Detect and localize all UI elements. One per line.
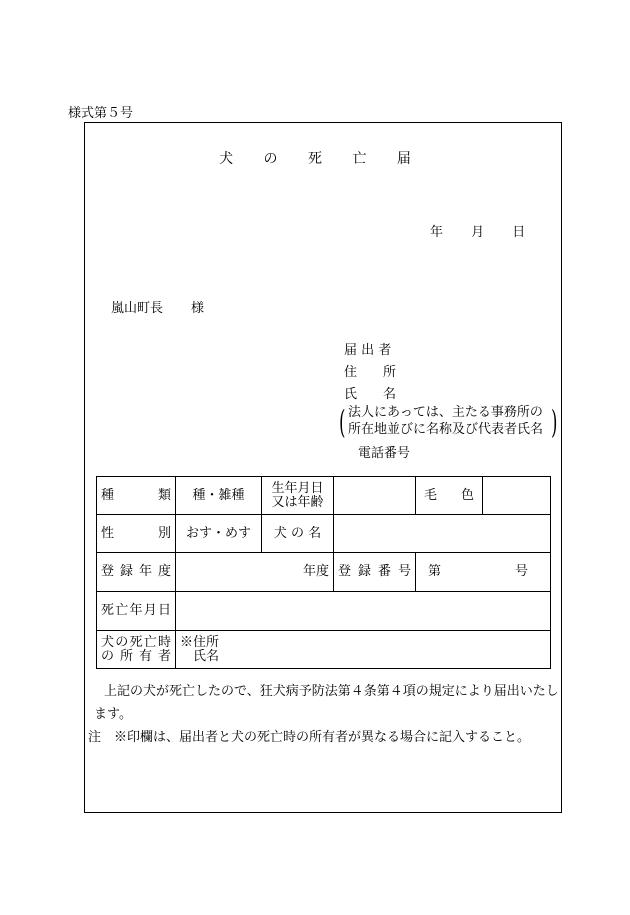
dob-field[interactable] [334, 477, 416, 515]
brace-right-icon: ) [551, 403, 558, 441]
type-label: 種類 [97, 477, 176, 515]
color-label: 毛色 [416, 477, 483, 515]
page-title: 犬 の 死 亡 届 [219, 151, 411, 167]
corporate-note-line-1: 法人にあっては、主たる事務所の [348, 405, 543, 420]
applicant-address-label: 住 所 [344, 365, 397, 380]
reg-year-label: 登録年度 [97, 553, 176, 592]
table-row [97, 515, 551, 553]
table-row [97, 592, 551, 631]
sex-label: 性別 [97, 515, 176, 553]
addressee [111, 297, 204, 316]
dog-name-label: 犬 の 名 [262, 515, 334, 553]
dob-label-line-2: 又は年齢 [271, 494, 324, 510]
owner-name-label: 氏名 [193, 648, 220, 664]
reg-number-field[interactable] [416, 553, 551, 592]
form-number: 様式第５号 [68, 106, 134, 121]
owner-address-label: ※住所 [180, 634, 220, 650]
breed-label: 種・雑種 [176, 477, 262, 515]
corporate-note-line-2: 所在地並びに名称及び代表者氏名 [348, 422, 544, 437]
owner-label [97, 631, 176, 669]
applicant-phone-label: 電話番号 [358, 446, 411, 461]
applicant-name-label: 氏 名 [344, 387, 397, 402]
dob-label-line-1: 生年月日 [271, 480, 324, 496]
reg-number-suffix: 号 [514, 564, 528, 579]
reg-year-suffix: 年度 [302, 564, 329, 579]
dob-label [262, 477, 334, 515]
addressee-honorific: 様 [191, 301, 205, 316]
brace-left-icon: ( [339, 403, 346, 441]
owner-field[interactable] [176, 631, 551, 669]
applicant-label: 届 出 者 [344, 343, 392, 358]
dog-name-field[interactable] [334, 515, 551, 553]
table-row [97, 631, 551, 669]
reg-number-label: 登録番号 [334, 553, 416, 592]
reg-number-prefix: 第 [428, 564, 442, 579]
color-field[interactable] [483, 477, 551, 515]
addressee-name: 嵐山町長 [111, 301, 164, 316]
death-date-field[interactable] [176, 592, 551, 631]
sex-value[interactable]: おす・めす [176, 515, 262, 553]
statement-text: 上記の犬が死亡したので、狂犬病予防法第４条第４項の規定により届出いたします。 [94, 684, 559, 722]
owner-label-line-2: の 所 有 者 [101, 648, 171, 664]
table-row [97, 553, 551, 592]
note-text: 注 ※印欄は、届出者と犬の死亡時の所有者が異なる場合に記入すること。 [88, 730, 531, 745]
death-date-label: 死亡年月日 [97, 592, 176, 631]
owner-label-line-1: 犬の死亡時 [101, 634, 171, 650]
registration-table [96, 476, 551, 669]
corporate-note [339, 403, 558, 441]
reg-year-field[interactable] [176, 553, 334, 592]
date-line: 年 月 日 [430, 225, 526, 240]
table-row [97, 477, 551, 515]
